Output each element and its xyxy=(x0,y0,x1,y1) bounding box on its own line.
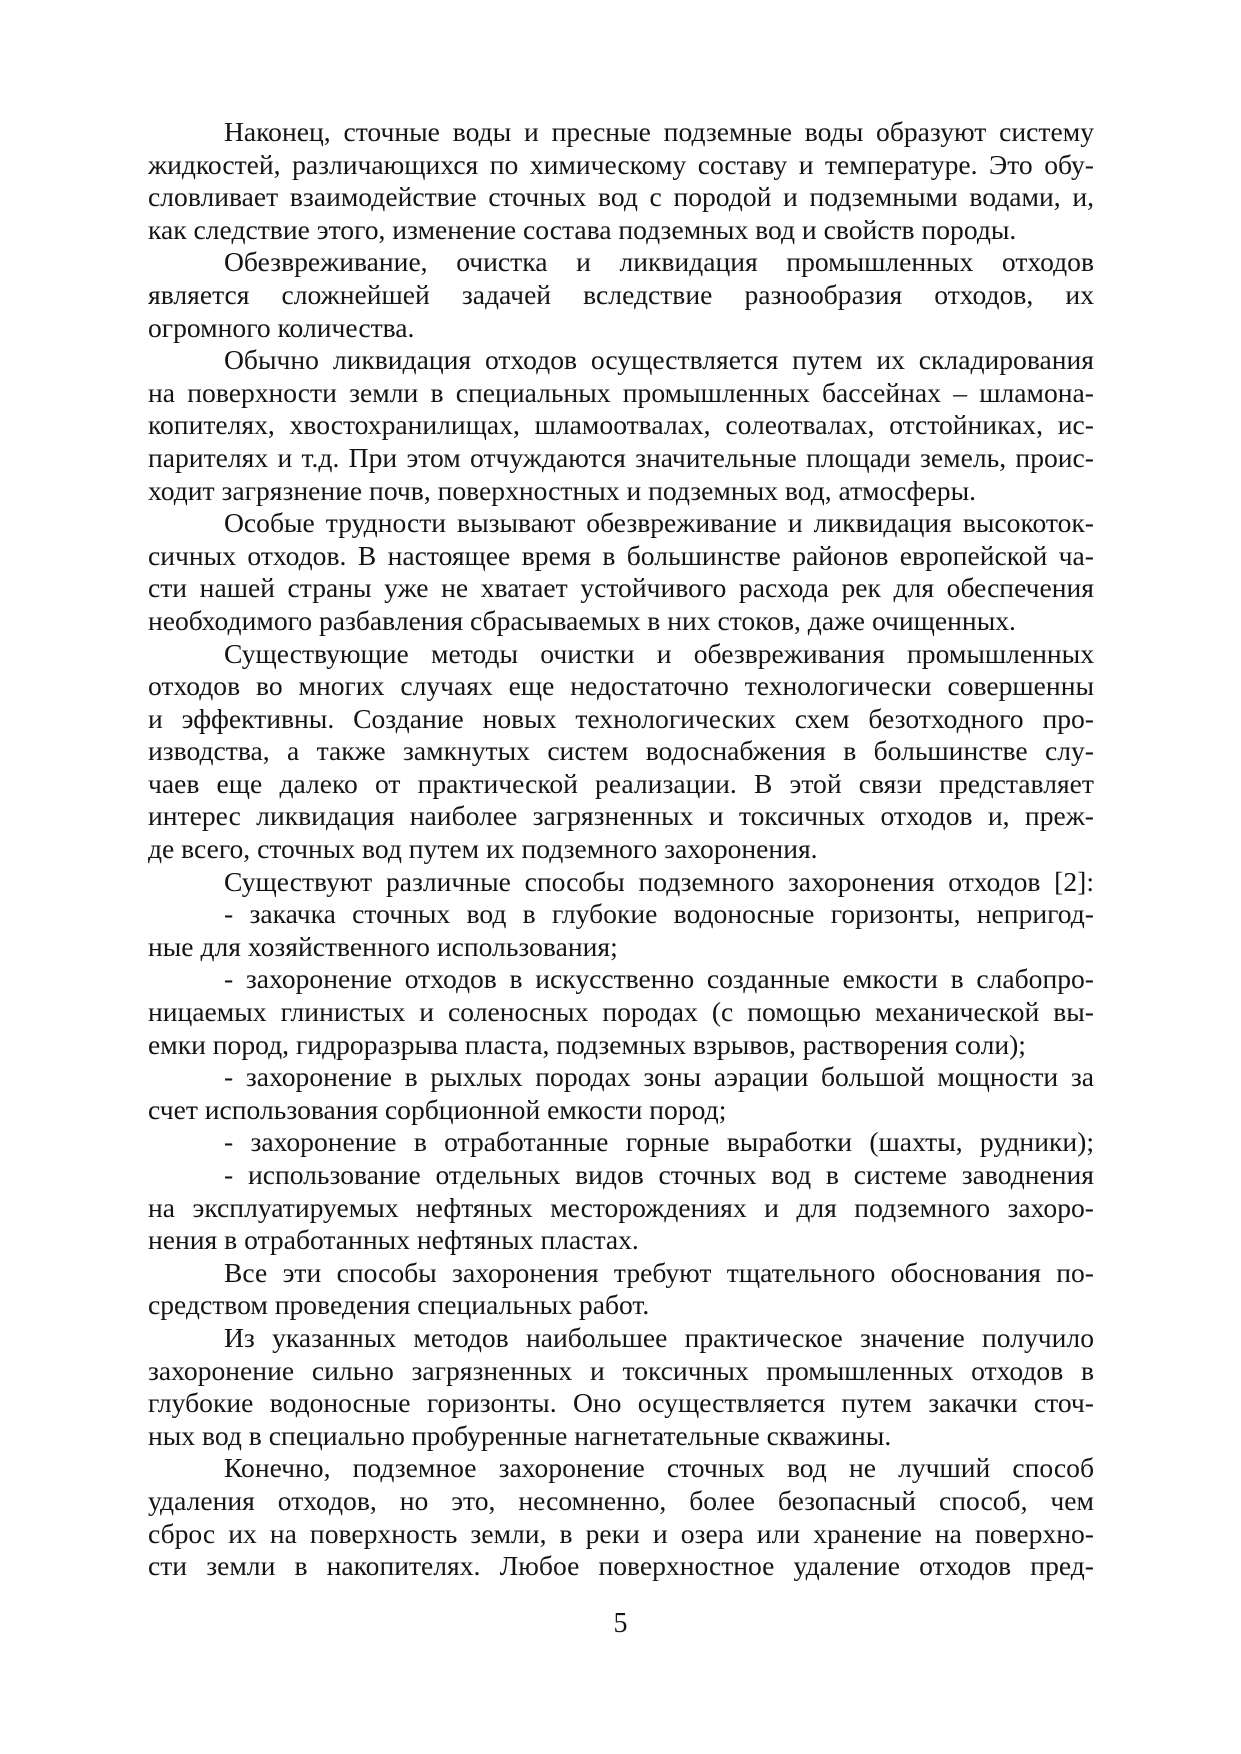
text-line: ницаемых глинистых и соленосных породах (с помощью механической вы- xyxy=(148,996,1094,1028)
body-text xyxy=(148,116,1094,1583)
text-line: ные для хозяйственного использования; xyxy=(148,930,618,962)
text-line: Все эти способы захоронения требуют тщательного обоснования по- xyxy=(224,1256,1094,1288)
text-line: ных вод в специально пробуренные нагнетательные скважины. xyxy=(148,1419,892,1451)
text-line: сти земли в накопителях. Любое поверхностное удаление отходов пред- xyxy=(148,1550,1094,1582)
text-line: де всего, сточных вод путем их подземного захоронения. xyxy=(148,833,818,865)
text-line: на поверхности земли в специальных промышленных бассейнах – шламона- xyxy=(148,376,1094,408)
text-line: как следствие этого, изменение состава подземных вод и свойств породы. xyxy=(148,213,1017,245)
text-line: Обычно ликвидация отходов осуществляется путем их складирования xyxy=(224,344,1094,376)
text-line: Наконец, сточные воды и пресные подземные воды образуют систему xyxy=(224,116,1094,147)
page-number: 5 xyxy=(613,1608,628,1639)
text-line: на эксплуатируемых нефтяных месторождениях и для подземного захоро- xyxy=(148,1191,1094,1223)
text-line: огромного количества. xyxy=(148,311,415,343)
text-line: средством проведения специальных работ. xyxy=(148,1289,650,1321)
text-line: - использование отдельных видов сточных вод в системе заводнения xyxy=(224,1159,1094,1190)
text-line: чаев еще далеко от практической реализации. В этой связи представляет xyxy=(148,767,1094,799)
text-line: Конечно, подземное захоронение сточных вод не лучший способ xyxy=(224,1452,1094,1484)
text-line: ходит загрязнение почв, поверхностных и подземных вод, атмосферы. xyxy=(148,474,977,506)
text-line: емки пород, гидроразрыва пласта, подземных взрывов, растворения соли); xyxy=(148,1028,1026,1060)
text-line: отходов во многих случаях еще недостаточно технологически совершенны xyxy=(148,670,1094,702)
text-line: сичных отходов. В настоящее время в большинстве районов европейской ча- xyxy=(148,539,1094,571)
text-line: жидкостей, различающихся по химическому составу и температуре. Это обу- xyxy=(148,148,1094,180)
text-line: интерес ликвидация наиболее загрязненных и токсичных отходов и, преж- xyxy=(148,800,1094,832)
text-line: сти нашей страны уже не хватает устойчивого расхода рек для обеспечения xyxy=(148,572,1094,604)
text-line: изводства, а также замкнутых систем водоснабжения в большинстве слу- xyxy=(148,735,1094,767)
text-line: Существующие методы очистки и обезвреживания промышленных xyxy=(224,637,1094,669)
text-line: - захоронение отходов в искусственно созданные емкости в слабопро- xyxy=(224,963,1094,995)
text-line: - закачка сточных вод в глубокие водоносные горизонты, непригод- xyxy=(224,898,1094,930)
text-line: копителях, хвостохранилищах, шламоотвалах, солеотвалах, отстойниках, ис- xyxy=(148,409,1094,441)
text-line: Существуют различные способы подземного захоронения отходов [2]: xyxy=(224,865,1094,897)
text-line: необходимого разбавления сбрасываемых в них стоков, даже очищенных. xyxy=(148,604,1016,636)
text-line: Из указанных методов наибольшее практическое значение получило xyxy=(224,1321,1094,1353)
text-line: - захоронение в рыхлых породах зоны аэрации большой мощности за xyxy=(224,1061,1094,1093)
text-line: нения в отработанных нефтяных пластах. xyxy=(148,1224,639,1256)
text-line: захоронение сильно загрязненных и токсичных промышленных отходов в xyxy=(148,1354,1094,1386)
text-line: и эффективны. Создание новых технологических схем безотходного про- xyxy=(148,702,1094,734)
text-line: счет использования сорбционной емкости пород; xyxy=(148,1093,727,1125)
text-line: глубокие водоносные горизонты. Оно осуществляется путем закачки сточ- xyxy=(148,1387,1094,1419)
text-line: Особые трудности вызывают обезвреживание и ликвидация высокоток- xyxy=(224,507,1094,539)
text-line: удаления отходов, но это, несомненно, более безопасный способ, чем xyxy=(148,1484,1094,1516)
text-line: Обезвреживание, очистка и ликвидация промышленных отходов xyxy=(224,246,1094,278)
text-line: - захоронение в отработанные горные выработки (шахты, рудники); xyxy=(224,1126,1094,1158)
text-line: словливает взаимодействие сточных вод с породой и подземными водами, и, xyxy=(148,181,1094,213)
text-line: сброс их на поверхность земли, в реки и озера или хранение на поверхно- xyxy=(148,1517,1094,1549)
text-line: парителях и т.д. При этом отчуждаются значительные площади земель, проис- xyxy=(148,441,1094,473)
text-line: является сложнейшей задачей вследствие разнообразия отходов, их xyxy=(148,278,1094,310)
